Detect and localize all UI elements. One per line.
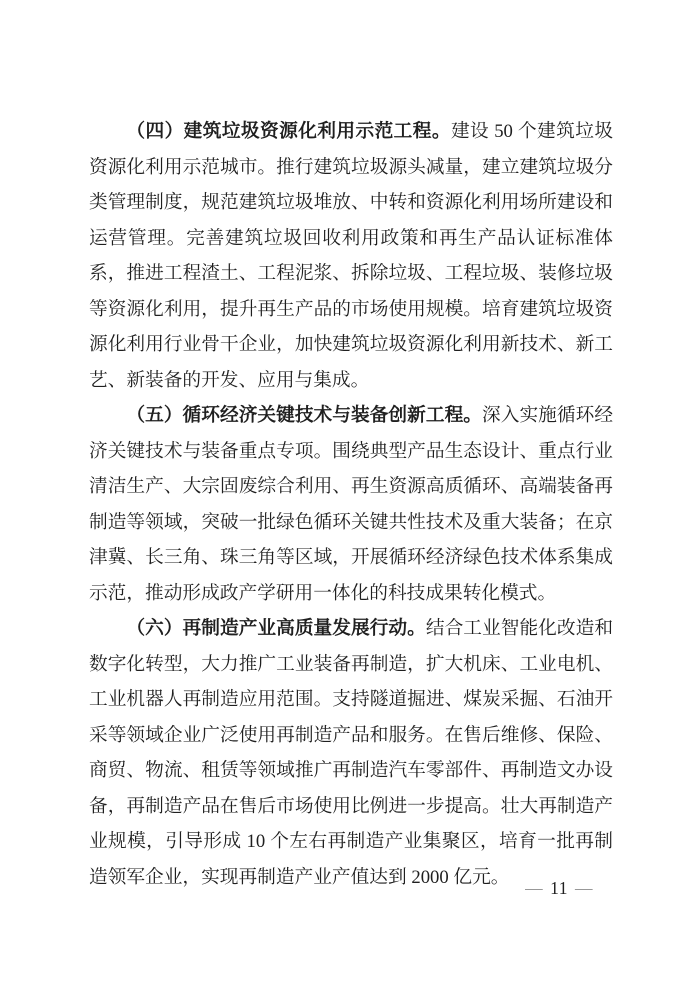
- section-4-heading: （四）建筑垃圾资源化利用示范工程。: [126, 121, 451, 142]
- footer-right-dash: —: [575, 878, 593, 898]
- section-5-heading: （五）循环经济关键技术与装备创新工程。: [126, 405, 483, 426]
- paragraph-section-6: [89, 611, 613, 895]
- section-6-body: 结合工业智能化改造和数字化转型，大力推广工业装备再制造，扩大机床、工业电机、工业机器人再制造应用范围。支持隧道掘进、煤炭采掘、石油开采等领域企业广泛使用再制造产品和服务。在售后维修、保险、商贸、物流、租赁等领域推广再制造汽车零部件、再制造文办设备，再制造产品在售后市场使用比例进一步提高。壮大再制造产业规模，引导形成 10 个左右再制造产业集聚区，培育一批再制造领军企业，实现再制造产业产值达到 2000 亿元。: [89, 618, 614, 888]
- page-number: 11: [550, 878, 568, 898]
- section-4-body: 建设 50 个建筑垃圾资源化利用示范城市。推行建筑垃圾源头减量，建立建筑垃圾分类管理制度，规范建筑垃圾堆放、中转和资源化利用场所建设和运营管理。完善建筑垃圾回收利用政策和再生产品认证标准体系，推进工程渣土、工程泥浆、拆除垃圾、工程垃圾、装修垃圾等资源化利用，提升再生产品的市场使用规模。培育建筑垃圾资源化利用行业骨干企业，加快建筑垃圾资源化利用新技术、新工艺、新装备的开发、应用与集成。: [89, 121, 614, 391]
- section-6-heading: （六）再制造产业高质量发展行动。: [126, 618, 426, 639]
- paragraph-section-5: [89, 398, 613, 611]
- document-text-block: [89, 114, 613, 895]
- footer-left-dash: —: [525, 878, 544, 898]
- section-5-body: 深入实施循环经济关键技术与装备重点专项。围绕典型产品生态设计、重点行业清洁生产、大宗固废综合利用、再生资源高质循环、高端装备再制造等领域，突破一批绿色循环关键共性技术及重大装备；在京津冀、长三角、珠三角等区域，开展循环经济绿色技术体系集成示范，推动形成政产学研用一体化的科技成果转化模式。: [89, 405, 614, 604]
- paragraph-section-4: [89, 114, 613, 398]
- page-footer: [521, 877, 597, 899]
